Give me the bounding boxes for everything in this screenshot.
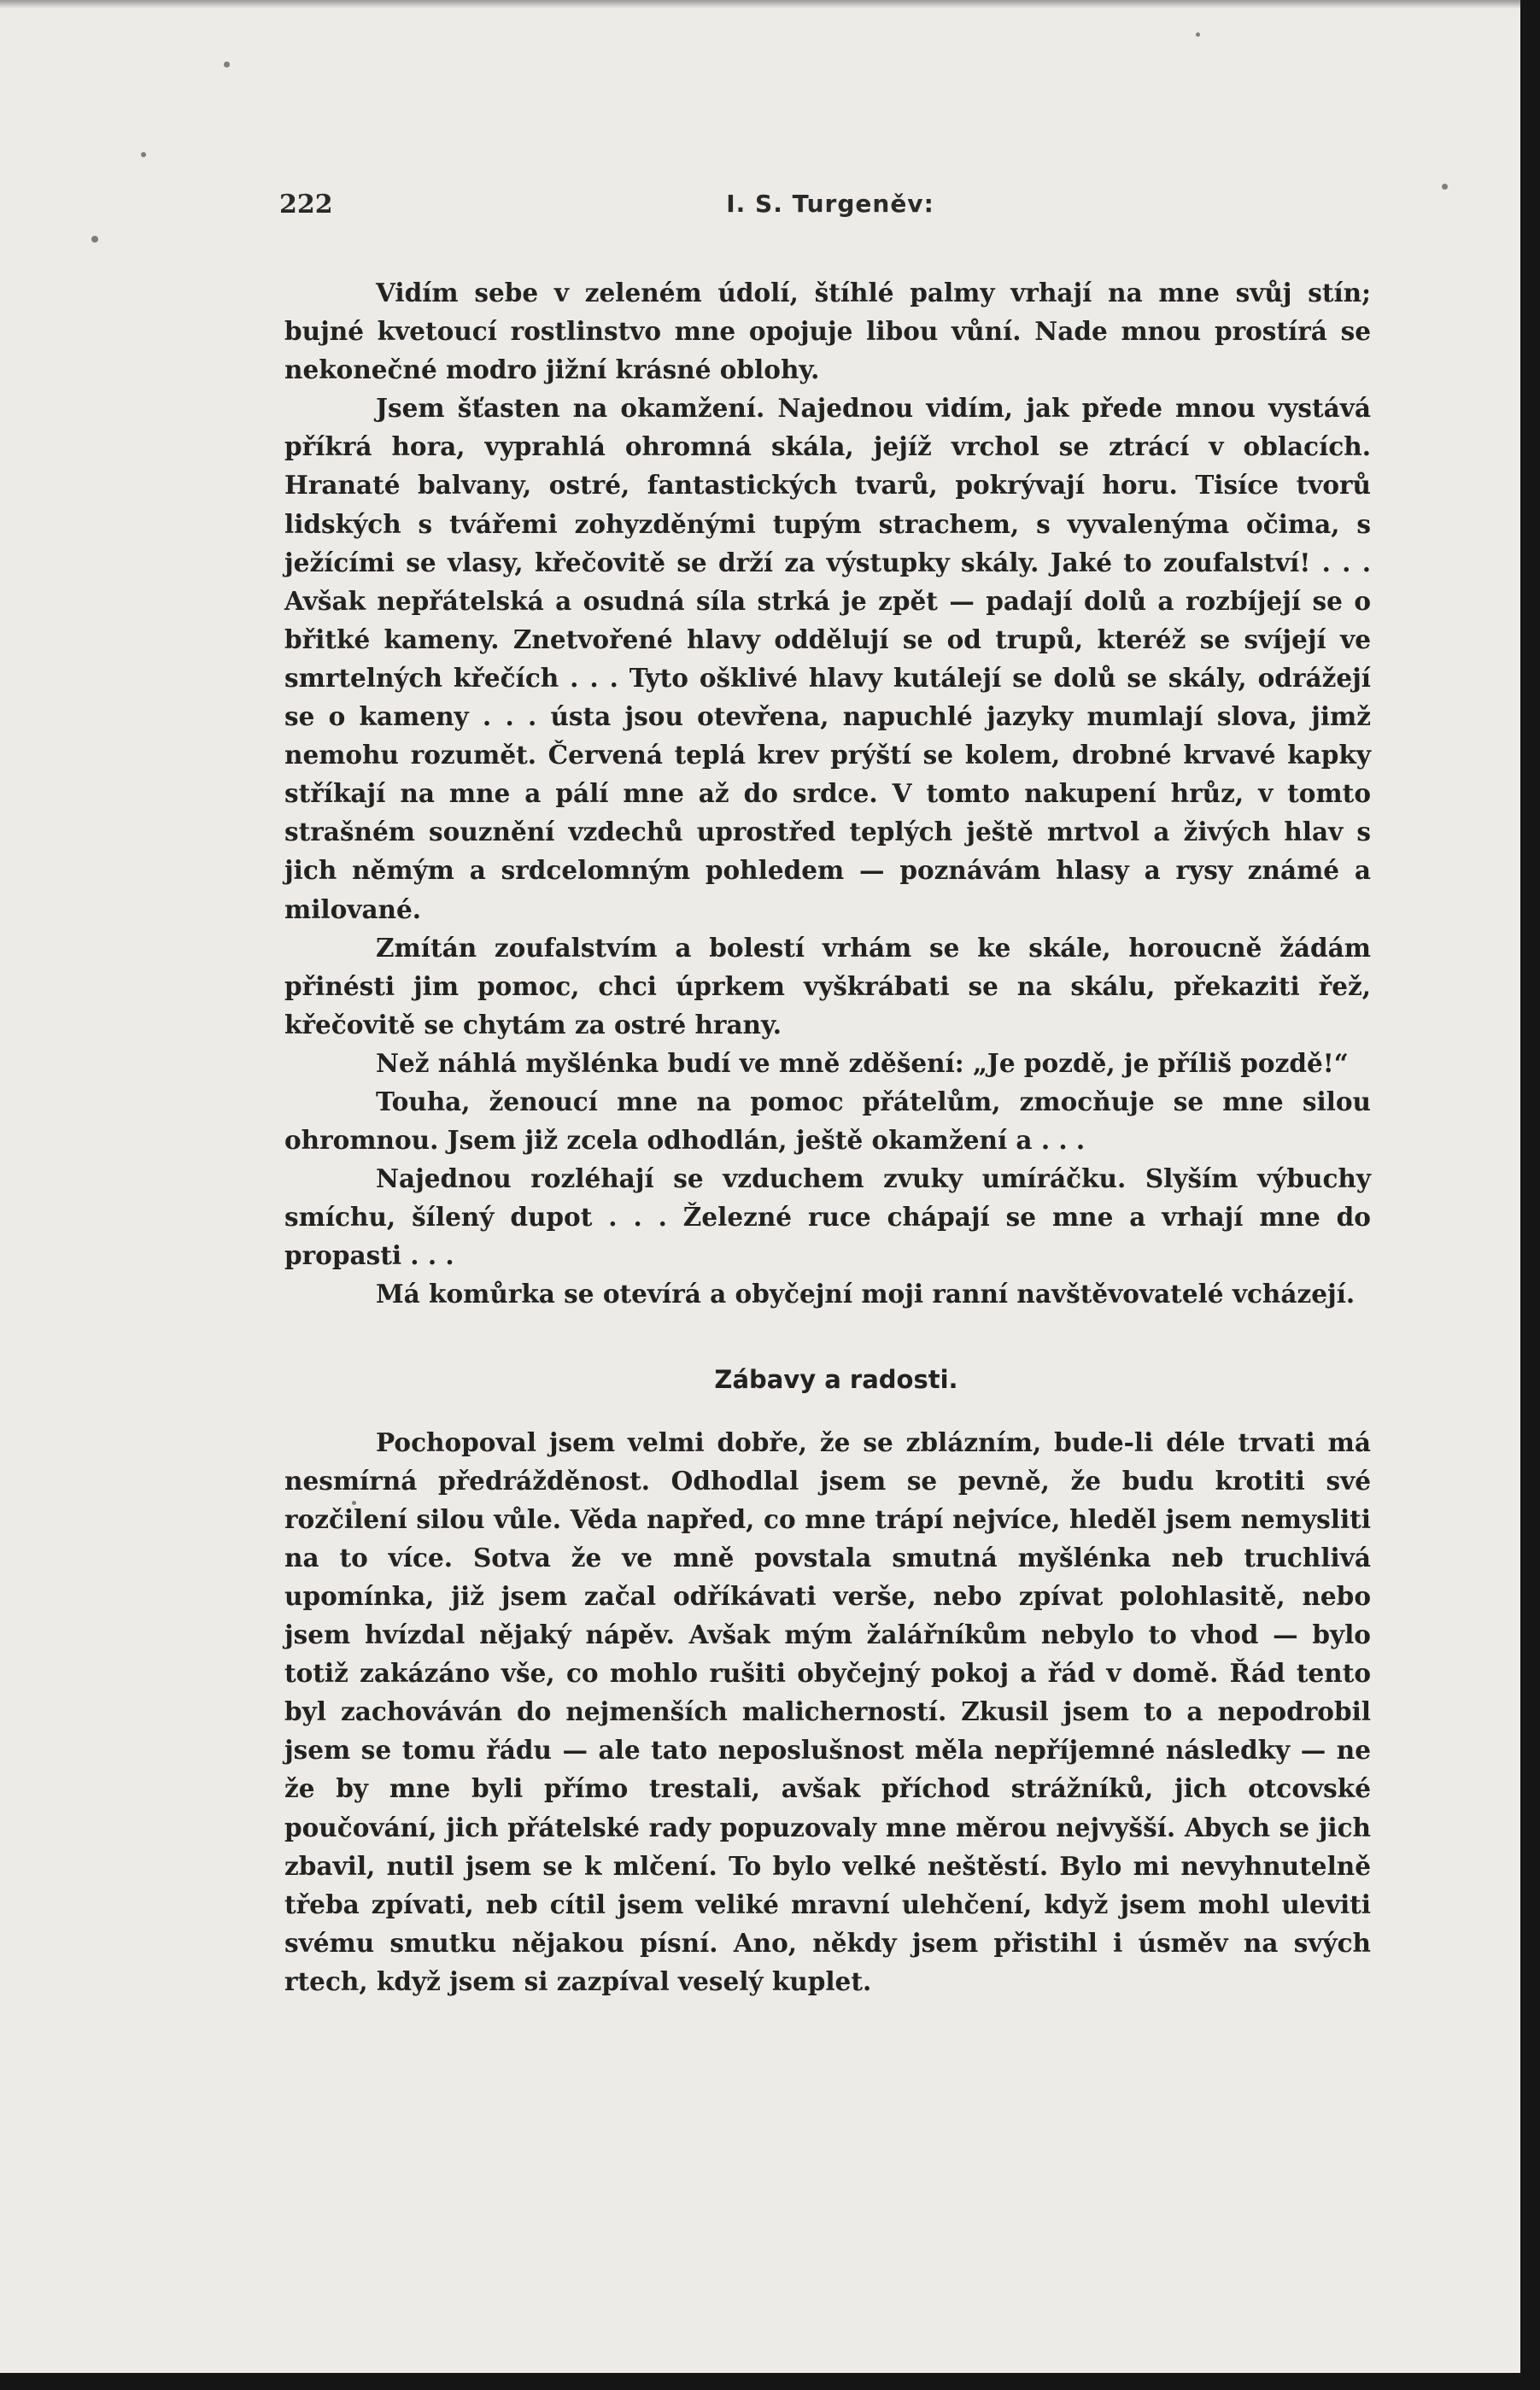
page-top-shadow <box>0 0 1520 9</box>
body-text <box>284 273 1371 2000</box>
paper-speck <box>141 152 146 157</box>
page-number: 222 <box>279 190 333 220</box>
scan-border-bottom <box>0 2373 1540 2390</box>
paragraph: Jsem šťasten na okamžení. Najednou vidím, jak přede mnou vystává příkrá hora, vyprahlá ohromná skála, jejíž vrchol se ztrácí v oblacích. Hranaté balvany, ostré, fantastických tvarů, pokrývají horu. Tisíce tvorů lidských s tvářemi zohyzděnými tupým strachem, s vyvalenýma očima, s ježícími se vlasy, křečovitě se drží za výstupky skály. Jaké to zoufalství! . . . Avšak nepřátelská a osudná síla strká je zpět — padají dolů a rozbíjejí se o břitké kameny. Znetvořené hlavy oddělují se od trupů, kteréž se svíjejí ve smrtelných křečích . . . Tyto ošklivé hlavy kutálejí se dolů se skály, odrážejí se o kameny . . . ústa jsou otevřena, napuchlé jazyky mumlají slova, jimž nemohu rozumět. Červená teplá krev prýští se kolem, drobné krvavé kapky stříkají na mne a pálí mne až do srdce. V tomto nakupení hrůz, v tomto strašném souznění vzdechů uprostřed teplých ještě mrtvol a živých hlav s jich němým a srdcelomným pohledem — poznávám hlasy a rysy známé a milované. <box>284 393 1371 924</box>
paper-speck <box>91 236 98 243</box>
paper-speck <box>224 62 230 67</box>
paragraph: Vidím sebe v zeleném údolí, štíhlé palmy vrhají na mne svůj stín; bujné kvetoucí rostlinstvo mne opojuje libou vůní. Nade mnou prostírá se nekonečné modro jižní krásné oblohy. <box>284 278 1371 385</box>
paragraph: Touha, ženoucí mne na pomoc přátelům, zmocňuje se mne silou ohromnou. Jsem již zcela odhodlán, ještě okamžení a . . . <box>284 1086 1371 1156</box>
running-head: I. S. Turgeněv: <box>726 190 934 218</box>
section-title: Zábavy a radosti. <box>714 1364 958 1394</box>
paragraph: Pochopoval jsem velmi dobře, že se zblázním, bude-li déle trvati má nesmírná předrážděnost. Odhodlal jsem se pevně, že budu krotiti své rozčilení silou vůle. Věda napřed, co mne trápí nejvíce, hleděl jsem nemysliti na to více. Sotva že ve mně povstala smutná myšlénka neb truchlivá upomínka, již jsem začal odříkávati verše, nebo zpívat polohlasitě, nebo jsem hvízdal nějaký nápěv. Avšak mým žalářníkům nebylo to vhod — bylo totiž zakázáno vše, co mohlo rušiti obyčejný pokoj a řád v domě. Řád tento byl zachováván do nejmenších malicherností. Zkusil jsem to a nepodrobil jsem se tomu řádu — ale tato neposlušnost měla nepříjemné následky — ne že by mne byli přímo trestali, avšak příchod strážníků, jich otcovské poučování, jich přátelské rady popuzovaly mne měrou nejvyšší. Abych se jich zbavil, nutil jsem se k mlčení. To bylo velké neštěstí. Bylo mi nevyhnutelně třeba zpívati, neb cítil jsem veliké mravní ulehčení, když jsem mohl uleviti svému smutku nějakou písní. Ano, někdy jsem přistihl i úsměv na svých rtech, když jsem si zazpíval veselý kuplet. <box>284 1426 1371 1996</box>
paragraph: Najednou rozléhají se vzduchem zvuky umíráčku. Slyším výbuchy smíchu, šílený dupot . . . Železné ruce chápají se mne a vrhají mne do propasti . . . <box>284 1163 1371 1271</box>
page-header <box>279 190 1381 232</box>
paragraph: Zmítán zoufalstvím a bolestí vrhám se ke skále, horoucně žádám přinésti jim pomoc, chci úprkem vyškrábati se na skálu, překaziti řež, křečovitě se chytám za ostré hrany. <box>284 932 1371 1040</box>
paragraph: Má komůrka se otevírá a obyčejní moji ranní navštěvovatelé vcházejí. <box>376 1279 1356 1309</box>
scan-border-right <box>1520 0 1540 2390</box>
paper-speck <box>1196 32 1200 37</box>
paper-speck <box>1442 184 1448 190</box>
paragraph: Než náhlá myšlénka budí ve mně zděšení: „Je pozdě, je příliš pozdě!“ <box>376 1047 1349 1078</box>
